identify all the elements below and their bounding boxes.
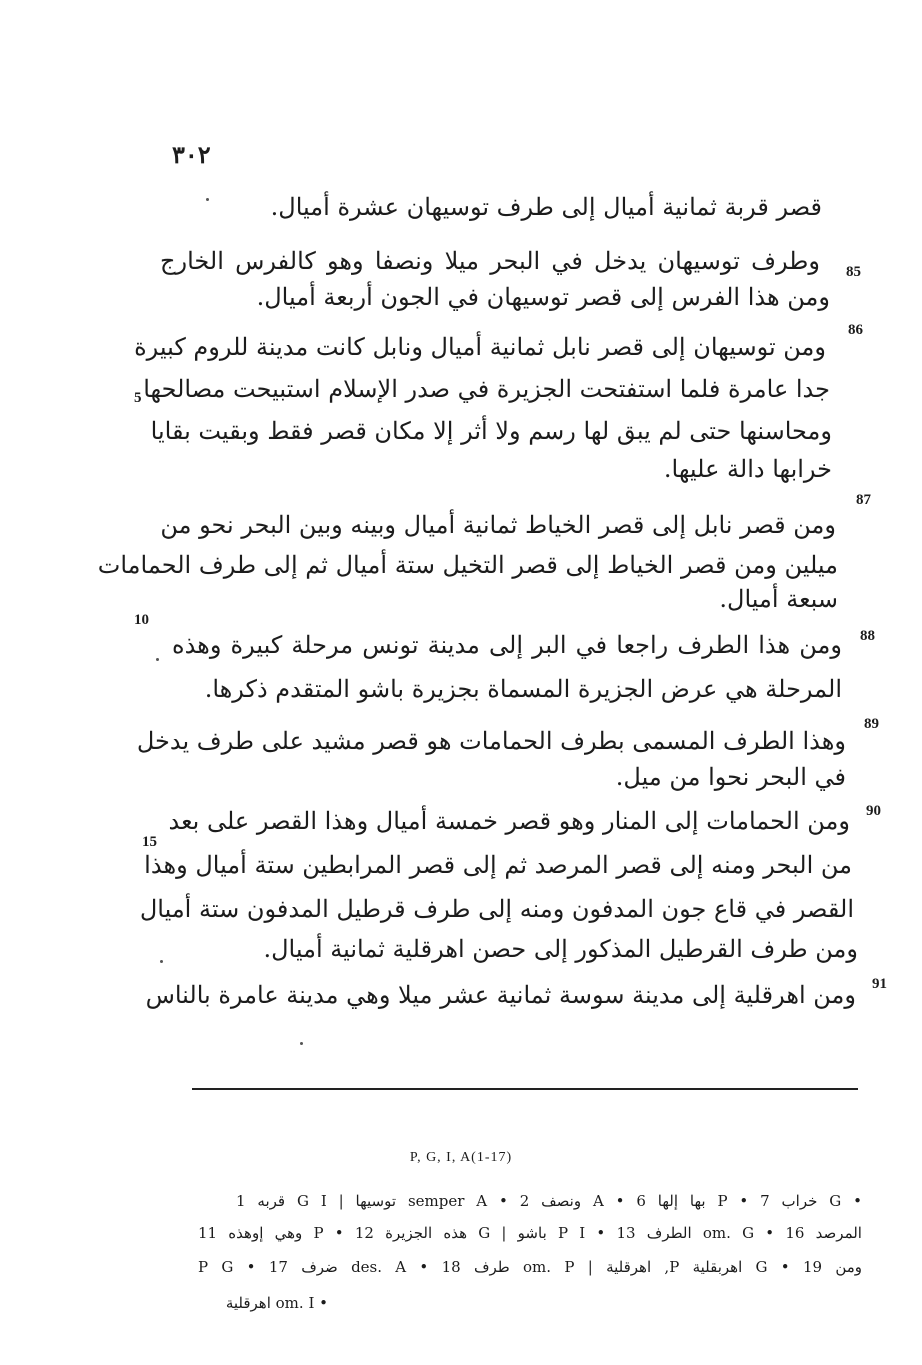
manuscript-sigla: P, G, I, A(1-17)	[409, 1150, 513, 1165]
text-line: ومن قصر نابل إلى قصر الخياط ثمانية أميال وبينه وبين البحر نحو من	[160, 511, 836, 539]
paragraph-number: 88	[860, 628, 875, 644]
apparatus-line: • G خراب 7 • P بها إلها 6 • A ونصف 2 • semper A توسيها | G I قربه 1	[236, 1192, 862, 1210]
paragraph-number: 87	[856, 492, 871, 508]
apparatus-line: المرصد 16 • om. G الطرف 13 • P I باشو | G هذه الجزيرة 12 • P وهي إوهذه 11	[198, 1224, 862, 1242]
text-line: القصر في قاع جون المدفون ومنه إلى طرف قرطيل المدفون ستة أميال	[139, 895, 854, 923]
paragraph-number: 85	[846, 264, 861, 280]
scan-speck	[300, 1042, 303, 1045]
text-line: جدا عامرة فلما استفتحت الجزيرة في صدر الإسلام استبيحت مصالحها	[143, 375, 830, 403]
apparatus-line: ومن 19 • G اهربقلية P, اهرقلية | om. P طرف 18 • des. A ضرف 17 • P G	[198, 1258, 863, 1276]
text-line: ميلين ومن قصر الخياط إلى قصر التخيل ستة أميال ثم إلى طرف الحمامات	[97, 551, 838, 579]
line-number: 15	[142, 834, 157, 850]
text-line: ومن هذا الطرف راجعا في البر إلى مدينة تونس مرحلة كبيرة وهذه	[172, 631, 842, 659]
text-line: وهذا الطرف المسمى بطرف الحمامات هو قصر مشيد على طرف يدخل	[136, 727, 846, 755]
page-number: ٣٠٢	[172, 140, 211, 169]
text-line: ومن الحمامات إلى المنار وهو قصر خمسة أميال وهذا القصر على بعد	[168, 807, 850, 835]
scan-speck	[206, 198, 209, 201]
apparatus-line: • om. I اهرقلية	[225, 1294, 328, 1312]
text-line: ومحاسنها حتى لم يبق لها رسم ولا أثر إلا مكان قصر فقط وبقيت بقايا	[150, 417, 832, 445]
paragraph-number: 89	[864, 716, 879, 732]
scan-speck	[160, 960, 163, 963]
text-line: ومن توسيهان إلى قصر نابل ثمانية أميال ونابل كانت مدينة للروم كبيرة	[134, 333, 826, 361]
text-line: قصر قربة ثمانية أميال إلى طرف توسيهان عشرة أميال.	[270, 193, 822, 221]
paragraph-number: 90	[866, 803, 881, 819]
text-line: المرحلة هي عرض الجزيرة المسماة بجزيرة باشو المتقدم ذكرها.	[204, 675, 842, 703]
line-number: 5	[134, 390, 142, 406]
text-line: خرابها دالة عليها.	[663, 455, 832, 483]
text-line: ومن اهرقلية إلى مدينة سوسة ثمانية عشر ميلا وهي مدينة عامرة بالناس	[145, 981, 856, 1009]
text-line: في البحر نحوا من ميل.	[615, 763, 846, 791]
paragraph-number: 86	[848, 322, 863, 338]
line-number: 10	[134, 612, 149, 628]
scan-speck	[156, 658, 159, 661]
text-line: ومن هذا الفرس إلى قصر توسيهان في الجون أربعة أميال.	[256, 283, 830, 311]
text-line: ومن طرف القرطيل المذكور إلى حصن اهرقلية ثمانية أميال.	[263, 935, 858, 963]
text-line: من البحر ومنه إلى قصر المرصد ثم إلى قصر المرابطين ستة أميال وهذا	[144, 851, 852, 879]
footnote-separator	[192, 1088, 858, 1090]
text-line: سبعة أميال.	[719, 585, 838, 613]
paragraph-number: 91	[872, 976, 887, 992]
text-line: وطرف توسيهان يدخل في البحر ميلا ونصفا وهو كالفرس الخارج	[160, 247, 820, 275]
